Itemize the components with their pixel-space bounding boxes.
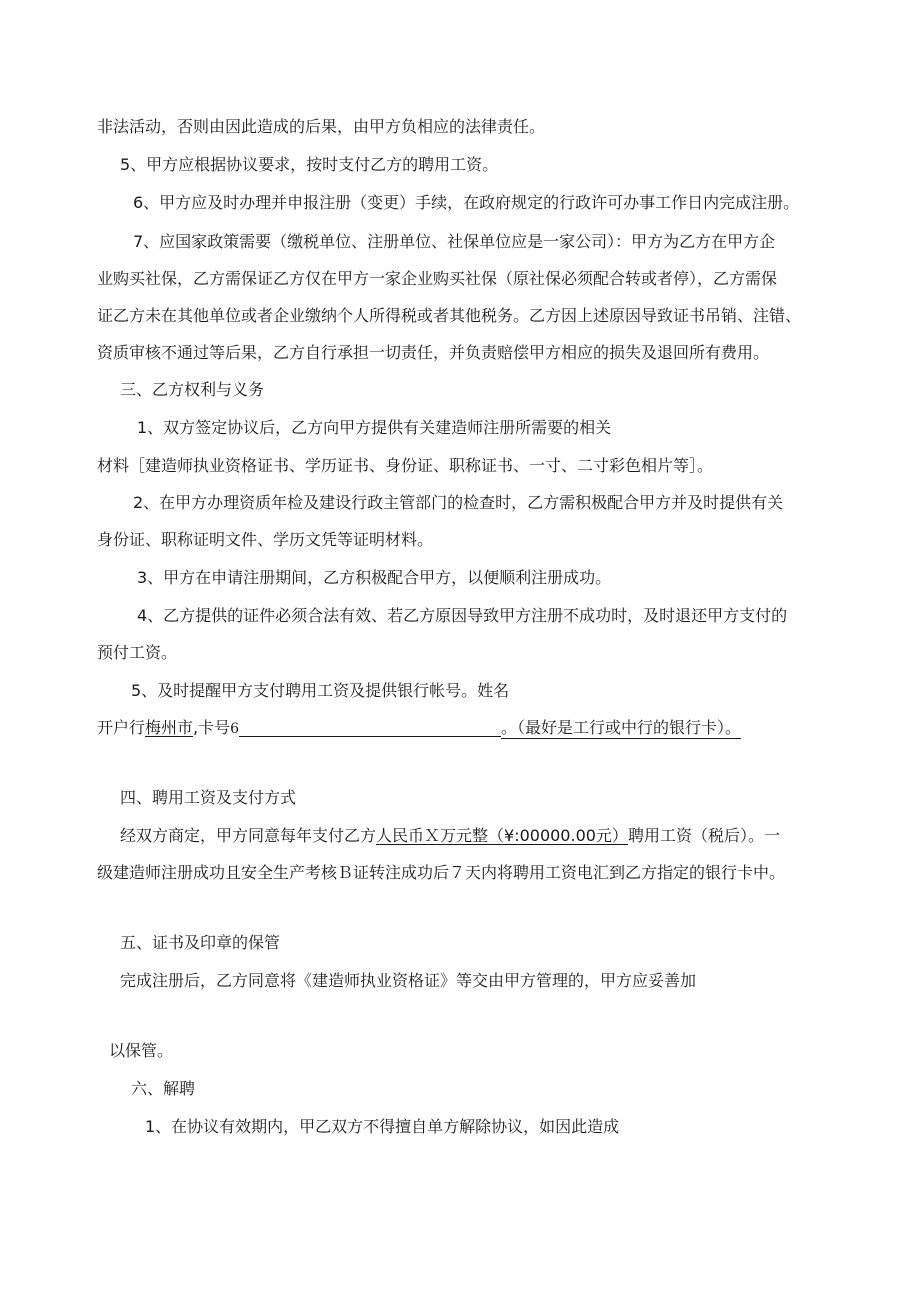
bank-note: 。（最好是工行或中行的银行卡）。 xyxy=(501,718,742,737)
paragraph-line: 资质审核不通过等后果，乙方自行承担一切责任，并负责赔偿甲方相应的损失及退回所有费用。 xyxy=(97,343,770,362)
clause-a-6: 6、甲方应及时办理并申报注册（变更）手续，在政府规定的行政许可办事工作日内完成注册。 xyxy=(133,193,800,212)
bank-prefix: 开户行 xyxy=(97,718,146,737)
salary-amount: 人民币Ｘ万元整（¥:00000.00元） xyxy=(376,826,628,845)
clause-a-7: 7、应国家政策需要（缴税单位、注册单位、社保单位应是一家公司）：甲方为乙方在甲方企 xyxy=(133,232,776,251)
bank-city: 梅州市 xyxy=(145,718,194,737)
clause-b-1: 1、双方签定协议后，乙方向甲方提供有关建造师注册所需要的相关 xyxy=(137,418,612,437)
section-heading-6: 六、解聘 xyxy=(131,1079,196,1098)
clause-a-5: 5、甲方应根据协议要求，按时支付乙方的聘用工资。 xyxy=(120,155,499,174)
section-heading-3: 三、乙方权利与义务 xyxy=(120,380,265,399)
paragraph-line: 业购买社保，乙方需保证乙方仅在甲方一家企业购买社保（原社保必须配合转或者停），乙方需保 xyxy=(97,269,778,288)
clause-b-4: 4、乙方提供的证件必须合法有效、若乙方原因导致甲方注册不成功时，及时退还甲方支付的 xyxy=(137,606,788,625)
paragraph-line: 完成注册后，乙方同意将《建造师执业资格证》等交由甲方管理的，甲方应妥善加 xyxy=(120,971,697,990)
paragraph-line: 以保管。 xyxy=(109,1041,174,1060)
card-digit: 6 xyxy=(230,721,240,737)
salary-line xyxy=(120,825,780,847)
salary-prefix: 经双方商定，甲方同意每年支付乙方 xyxy=(120,826,377,845)
paragraph-line: 级建造师注册成功且安全生产考核Ｂ证转注成功后７天内将聘用工资电汇到乙方指定的银行卡中。 xyxy=(97,863,786,882)
paragraph-line: 非法活动，否则由因此造成的后果，由甲方负相应的法律责任。 xyxy=(97,117,546,136)
clause-b-2: 2、在甲方办理资质年检及建设行政主管部门的检查时，乙方需积极配合甲方并及时提供有关 xyxy=(133,493,784,512)
clause-b-5: 5、及时提醒甲方支付聘用工资及提供银行帐号。姓名 xyxy=(131,681,510,700)
section-heading-4: 四、聘用工资及支付方式 xyxy=(120,788,297,807)
section-heading-5: 五、证书及印章的保管 xyxy=(120,933,281,952)
paragraph-line: 证乙方未在其他单位或者企业缴纳个人所得税或者其他税务。乙方因上述原因导致证书吊销、注错、 xyxy=(97,306,802,325)
card-number-blank xyxy=(239,718,501,737)
clause-c-1: 1、在协议有效期内，甲乙双方不得擅自单方解除协议，如因此造成 xyxy=(145,1117,620,1136)
paragraph-line: 材料［建造师执业资格证书、学历证书、身份证、职称证书、一寸、二寸彩色相片等］。 xyxy=(97,456,714,475)
salary-suffix: 聘用工资（税后）。一 xyxy=(627,826,780,845)
clause-b-3: 3、甲方在申请注册期间，乙方积极配合甲方，以便顺利注册成功。 xyxy=(137,568,612,587)
paragraph-line: 身份证、职称证明文件、学历文凭等证明材料。 xyxy=(97,530,434,549)
card-label: ,卡号 xyxy=(193,718,231,737)
paragraph-line: 预付工资。 xyxy=(97,643,178,662)
bank-account-line xyxy=(97,717,741,740)
